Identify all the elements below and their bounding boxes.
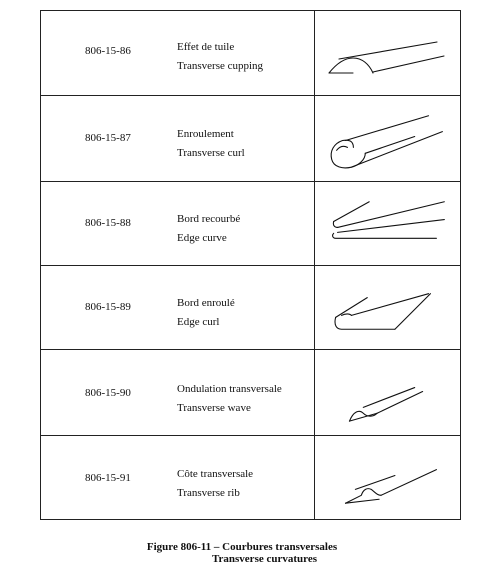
transverse-curl-icon xyxy=(315,96,460,181)
edge-curl-icon xyxy=(315,266,460,349)
term-english: Edge curve xyxy=(177,232,227,244)
figure-caption xyxy=(0,541,484,565)
term-french: Côte transversale xyxy=(177,468,254,480)
curvature-table xyxy=(40,10,461,520)
term-english: Transverse rib xyxy=(177,487,240,499)
term-names xyxy=(177,38,263,76)
term-names xyxy=(177,210,240,248)
term-code: 806-15-87 xyxy=(85,132,131,144)
table-row xyxy=(41,349,460,435)
term-french: Enroulement xyxy=(177,128,234,140)
caption-line-english: Transverse curvatures xyxy=(212,553,317,565)
transverse-wave-icon xyxy=(315,350,460,435)
term-french: Effet de tuile xyxy=(177,41,235,53)
term-code: 806-15-88 xyxy=(85,217,131,229)
term-french: Ondulation transversale xyxy=(177,383,282,395)
transverse-rib-icon xyxy=(315,436,460,521)
transverse-cupping-icon xyxy=(315,11,460,95)
term-french: Bord enroulé xyxy=(177,297,235,309)
term-english: Transverse wave xyxy=(177,402,251,414)
table-row xyxy=(41,181,460,265)
term-english: Transverse cupping xyxy=(177,60,264,72)
table-row xyxy=(41,265,460,349)
term-english: Transverse curl xyxy=(177,147,245,159)
table-row xyxy=(41,11,460,95)
caption-line-french: Figure 806-11 – Courbures transversales xyxy=(146,541,338,553)
term-names xyxy=(177,380,282,418)
term-names xyxy=(177,465,253,503)
term-names xyxy=(177,294,235,332)
table-row xyxy=(41,95,460,181)
term-code: 806-15-86 xyxy=(85,45,131,57)
edge-curve-icon xyxy=(315,182,460,265)
term-code: 806-15-91 xyxy=(85,472,131,484)
term-french: Bord recourbé xyxy=(177,213,241,225)
term-code: 806-15-89 xyxy=(85,301,131,313)
table-row xyxy=(41,435,460,521)
term-english: Edge curl xyxy=(177,316,220,328)
term-code: 806-15-90 xyxy=(85,387,131,399)
term-names xyxy=(177,125,245,163)
